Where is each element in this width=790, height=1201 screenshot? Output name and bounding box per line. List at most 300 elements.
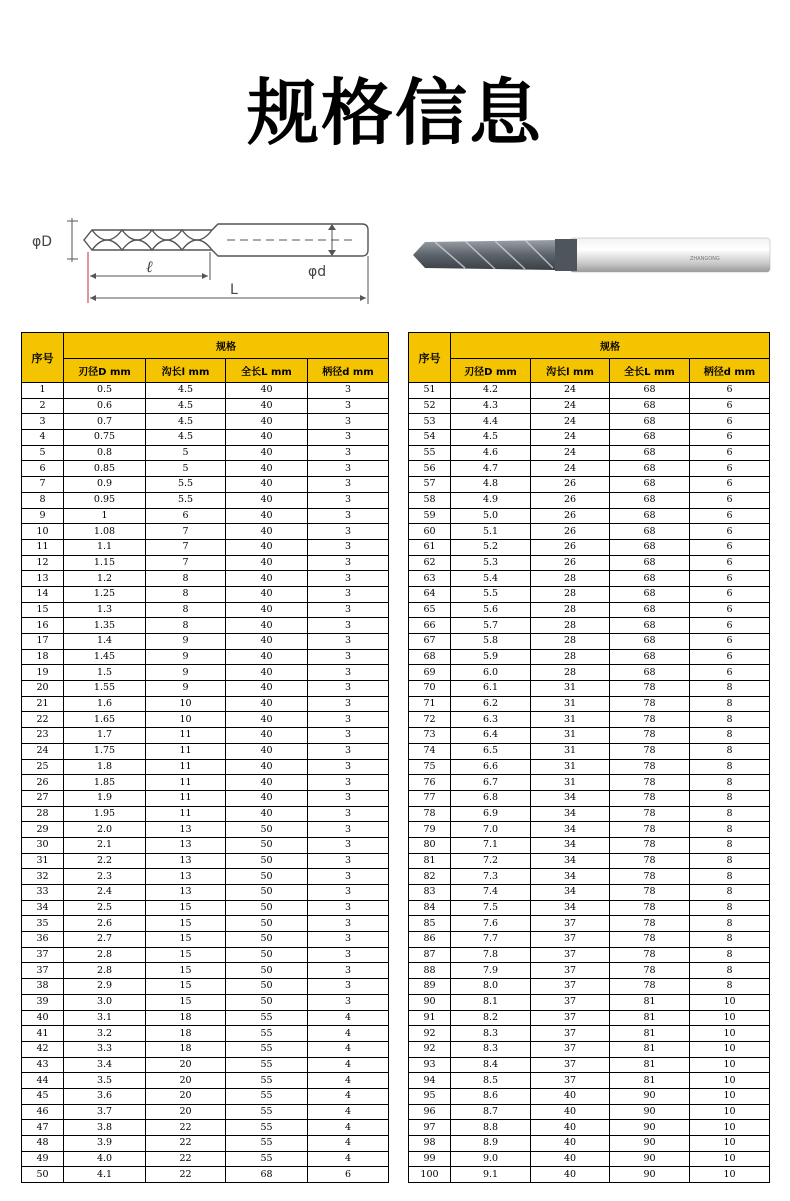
table-row [22,837,389,853]
table-row [409,461,770,477]
table-cell: 40 [531,1167,610,1183]
table-cell: 15 [22,602,64,618]
table-cell: 7 [146,555,226,571]
table-cell: 68 [610,445,690,461]
table-cell: 78 [610,916,690,932]
table-cell: 7.7 [451,932,531,948]
table-cell: 9.1 [451,1167,531,1183]
table-row [409,712,770,728]
table-cell: 78 [610,837,690,853]
table-cell: 33 [22,885,64,901]
table-cell: 1.75 [64,743,146,759]
table-cell: 28 [531,602,610,618]
table-cell: 37 [531,994,610,1010]
table-cell: 100 [409,1167,451,1183]
table-cell: 15 [146,963,226,979]
table-cell: 85 [409,916,451,932]
table-row [22,539,389,555]
table-cell: 40 [531,1104,610,1120]
table-cell: 6.6 [451,759,531,775]
table-cell: 8 [690,916,770,932]
table-cell: 10 [690,1088,770,1104]
table-cell: 7 [22,477,64,493]
table-cell: 68 [610,665,690,681]
table-cell: 68 [610,649,690,665]
table-row [409,524,770,540]
table-cell: 8 [690,837,770,853]
table-cell: 1.6 [64,696,146,712]
table-cell: 4.5 [146,398,226,414]
table-row [409,837,770,853]
col-header-d: 柄径d mm [308,359,389,383]
table-cell: 40 [226,728,308,744]
table-row [22,681,389,697]
table-cell: 31 [531,775,610,791]
table-row [409,775,770,791]
table-cell: 8.3 [451,1026,531,1042]
table-cell: 37 [531,979,610,995]
table-cell: 68 [610,492,690,508]
table-cell: 98 [409,1136,451,1152]
table-cell: 8.1 [451,994,531,1010]
col-header-L: 全长L mm [610,359,690,383]
table-cell: 3 [308,775,389,791]
table-cell: 5.5 [451,586,531,602]
table-cell: 81 [610,1041,690,1057]
table-cell: 1.3 [64,602,146,618]
table-cell: 37 [531,932,610,948]
table-cell: 6.0 [451,665,531,681]
table-cell: 40 [226,665,308,681]
table-cell: 10 [690,1041,770,1057]
table-row [409,539,770,555]
table-row [22,586,389,602]
table-cell: 3 [308,445,389,461]
table-cell: 77 [409,790,451,806]
table-row [409,1136,770,1152]
table-row [409,932,770,948]
table-cell: 2.5 [64,900,146,916]
table-cell: 26 [531,477,610,493]
table-cell: 90 [610,1104,690,1120]
table-cell: 3.5 [64,1073,146,1089]
table-cell: 4.7 [451,461,531,477]
table-row [22,743,389,759]
table-cell: 28 [531,665,610,681]
table-cell: 1 [22,383,64,399]
table-cell: 12 [22,555,64,571]
table-row [409,885,770,901]
table-cell: 50 [226,885,308,901]
table-cell: 55 [226,1026,308,1042]
table-cell: 6.1 [451,681,531,697]
table-row [409,1041,770,1057]
table-cell: 78 [610,885,690,901]
table-cell: 3 [308,634,389,650]
table-cell: 2.4 [64,885,146,901]
table-cell: 25 [22,759,64,775]
table-cell: 3 [308,649,389,665]
table-cell: 78 [610,696,690,712]
table-cell: 81 [610,1057,690,1073]
table-row [22,1073,389,1089]
table-cell: 1 [64,508,146,524]
table-row [22,430,389,446]
table-cell: 4.3 [451,398,531,414]
table-row [22,994,389,1010]
table-cell: 8.7 [451,1104,531,1120]
table-cell: 3.1 [64,1010,146,1026]
table-cell: 4 [308,1026,389,1042]
table-cell: 18 [146,1041,226,1057]
table-cell: 6 [308,1167,389,1183]
table-cell: 44 [22,1073,64,1089]
table-cell: 68 [610,634,690,650]
table-cell: 3 [308,398,389,414]
table-cell: 3 [308,916,389,932]
table-row [22,492,389,508]
table-cell: 3 [308,508,389,524]
table-row [409,398,770,414]
table-cell: 6 [690,492,770,508]
table-cell: 1.08 [64,524,146,540]
table-cell: 40 [226,445,308,461]
table-cell: 6 [690,665,770,681]
table-cell: 4.4 [451,414,531,430]
table-cell: 40 [22,1010,64,1026]
table-cell: 73 [409,728,451,744]
table-cell: 81 [610,1073,690,1089]
table-cell: 8.9 [451,1136,531,1152]
table-cell: 4.1 [64,1167,146,1183]
table-cell: 55 [409,445,451,461]
table-cell: 64 [409,586,451,602]
table-cell: 37 [531,916,610,932]
table-cell: 28 [531,586,610,602]
table-cell: 6 [690,383,770,399]
table-cell: 7.3 [451,869,531,885]
table-cell: 24 [531,430,610,446]
table-cell: 74 [409,743,451,759]
table-cell: 13 [146,885,226,901]
table-cell: 8 [690,932,770,948]
table-cell: 29 [22,822,64,838]
table-cell: 65 [409,602,451,618]
table-cell: 4 [308,1088,389,1104]
table-cell: 3 [308,430,389,446]
table-cell: 1.9 [64,790,146,806]
table-cell: 4 [22,430,64,446]
table-cell: 84 [409,900,451,916]
drill-diagram [22,208,382,308]
table-cell: 40 [226,775,308,791]
table-cell: 66 [409,618,451,634]
table-cell: 3 [308,586,389,602]
table-cell: 24 [531,383,610,399]
table-cell: 5.8 [451,634,531,650]
table-cell: 50 [226,979,308,995]
table-row [409,979,770,995]
table-cell: 80 [409,837,451,853]
table-cell: 4.2 [451,383,531,399]
table-cell: 48 [22,1136,64,1152]
table-cell: 0.8 [64,445,146,461]
table-cell: 90 [610,1088,690,1104]
table-cell: 6 [690,445,770,461]
table-cell: 6 [690,555,770,571]
table-cell: 3.4 [64,1057,146,1073]
table-cell: 68 [610,430,690,446]
table-cell: 81 [610,1010,690,1026]
table-cell: 4.5 [146,430,226,446]
table-cell: 20 [146,1057,226,1073]
table-cell: 11 [146,743,226,759]
table-cell: 40 [226,414,308,430]
table-cell: 78 [610,728,690,744]
table-cell: 2.8 [64,947,146,963]
table-row [409,728,770,744]
table-row [409,947,770,963]
table-cell: 8 [690,822,770,838]
table-cell: 78 [610,853,690,869]
table-cell: 55 [226,1010,308,1026]
table-cell: 38 [22,979,64,995]
table-cell: 68 [610,508,690,524]
table-row [22,806,389,822]
table-cell: 2.3 [64,869,146,885]
table-cell: 22 [146,1136,226,1152]
table-cell: 68 [610,618,690,634]
table-cell: 5.4 [451,571,531,587]
table-cell: 2 [22,398,64,414]
table-cell: 9 [146,634,226,650]
col-header-D: 刃径D mm [451,359,531,383]
table-cell: 24 [531,445,610,461]
table-cell: 3 [308,963,389,979]
table-cell: 3 [308,681,389,697]
table-cell: 93 [409,1057,451,1073]
table-row [409,963,770,979]
table-row [409,1026,770,1042]
table-cell: 3 [308,979,389,995]
table-cell: 27 [22,790,64,806]
table-cell: 13 [146,869,226,885]
table-cell: 7.0 [451,822,531,838]
table-cell: 40 [226,430,308,446]
table-cell: 0.75 [64,430,146,446]
table-row [22,822,389,838]
table-row [409,414,770,430]
table-cell: 8 [690,712,770,728]
table-row [22,383,389,399]
table-cell: 55 [226,1120,308,1136]
table-cell: 68 [610,571,690,587]
table-cell: 78 [610,806,690,822]
table-cell: 8.6 [451,1088,531,1104]
table-row [409,430,770,446]
table-cell: 2.1 [64,837,146,853]
table-cell: 11 [146,728,226,744]
table-cell: 40 [531,1151,610,1167]
table-cell: 6 [690,461,770,477]
table-cell: 50 [226,916,308,932]
table-cell: 90 [610,1167,690,1183]
table-cell: 5 [146,445,226,461]
table-cell: 32 [22,869,64,885]
table-row [22,1120,389,1136]
col-header-d: 柄径d mm [690,359,770,383]
table-cell: 78 [610,759,690,775]
table-cell: 3.3 [64,1041,146,1057]
table-cell: 78 [610,822,690,838]
table-cell: 28 [22,806,64,822]
table-cell: 0.95 [64,492,146,508]
table-cell: 1.25 [64,586,146,602]
table-cell: 3 [308,932,389,948]
table-cell: 4.6 [451,445,531,461]
table-cell: 6.9 [451,806,531,822]
table-row [409,1167,770,1183]
table-row [409,1088,770,1104]
table-cell: 3 [308,477,389,493]
table-cell: 60 [409,524,451,540]
table-cell: 34 [531,790,610,806]
table-cell: 5.9 [451,649,531,665]
table-row [22,398,389,414]
label-L: L [230,282,238,298]
table-cell: 34 [531,900,610,916]
table-cell: 87 [409,947,451,963]
table-row [22,1057,389,1073]
table-cell: 1.7 [64,728,146,744]
table-cell: 0.6 [64,398,146,414]
table-row [409,1073,770,1089]
table-cell: 46 [22,1104,64,1120]
table-row [22,1151,389,1167]
table-cell: 40 [226,649,308,665]
table-cell: 1.15 [64,555,146,571]
table-cell: 8 [690,696,770,712]
table-cell: 4 [308,1151,389,1167]
table-cell: 40 [226,555,308,571]
table-cell: 4 [308,1073,389,1089]
table-cell: 9.0 [451,1151,531,1167]
table-cell: 52 [409,398,451,414]
table-cell: 40 [226,383,308,399]
table-cell: 20 [146,1088,226,1104]
table-cell: 3 [308,696,389,712]
table-row [409,571,770,587]
table-cell: 28 [531,571,610,587]
table-cell: 8 [690,869,770,885]
table-cell: 40 [226,539,308,555]
table-cell: 21 [22,696,64,712]
table-cell: 3 [308,618,389,634]
table-cell: 55 [226,1104,308,1120]
table-cell: 34 [531,885,610,901]
table-cell: 40 [226,712,308,728]
table-row [22,1041,389,1057]
table-cell: 3 [308,822,389,838]
table-cell: 3 [308,602,389,618]
table-cell: 76 [409,775,451,791]
table-cell: 8 [690,900,770,916]
table-row [409,1057,770,1073]
label-l: ℓ [146,257,153,276]
table-row [22,759,389,775]
table-cell: 49 [22,1151,64,1167]
col-header-D: 刃径D mm [64,359,146,383]
table-row [22,571,389,587]
table-cell: 31 [531,743,610,759]
table-cell: 4 [308,1041,389,1057]
table-cell: 88 [409,963,451,979]
table-row [22,1026,389,1042]
table-row [409,383,770,399]
table-cell: 86 [409,932,451,948]
seq-header: 序号 [22,333,64,383]
table-cell: 6.5 [451,743,531,759]
table-cell: 14 [22,586,64,602]
table-cell: 68 [226,1167,308,1183]
table-row [409,822,770,838]
table-row [409,586,770,602]
table-cell: 26 [531,555,610,571]
table-cell: 55 [226,1057,308,1073]
table-cell: 31 [531,728,610,744]
table-cell: 1.2 [64,571,146,587]
table-cell: 6 [146,508,226,524]
table-cell: 13 [22,571,64,587]
table-cell: 13 [146,837,226,853]
table-cell: 8 [146,571,226,587]
table-cell: 31 [531,681,610,697]
table-cell: 26 [531,539,610,555]
table-cell: 5.6 [451,602,531,618]
table-cell: 40 [226,571,308,587]
table-cell: 22 [146,1167,226,1183]
table-cell: 28 [531,649,610,665]
table-cell: 40 [226,618,308,634]
table-row [22,665,389,681]
label-d: φd [308,264,327,280]
table-cell: 57 [409,477,451,493]
table-cell: 20 [146,1104,226,1120]
table-cell: 3 [308,539,389,555]
table-cell: 1.8 [64,759,146,775]
table-row [22,1010,389,1026]
table-cell: 1.35 [64,618,146,634]
table-cell: 78 [610,869,690,885]
table-cell: 22 [22,712,64,728]
table-cell: 50 [226,900,308,916]
table-cell: 31 [531,696,610,712]
page-title: 规格信息 [246,71,543,155]
table-cell: 8 [22,492,64,508]
table-cell: 8 [690,853,770,869]
table-cell: 92 [409,1041,451,1057]
table-cell: 92 [409,1026,451,1042]
table-row [409,649,770,665]
table-cell: 8 [146,586,226,602]
table-cell: 3.7 [64,1104,146,1120]
table-cell: 68 [610,555,690,571]
table-cell: 8 [690,806,770,822]
table-row [22,414,389,430]
table-cell: 78 [610,932,690,948]
table-cell: 78 [409,806,451,822]
table-cell: 54 [409,430,451,446]
